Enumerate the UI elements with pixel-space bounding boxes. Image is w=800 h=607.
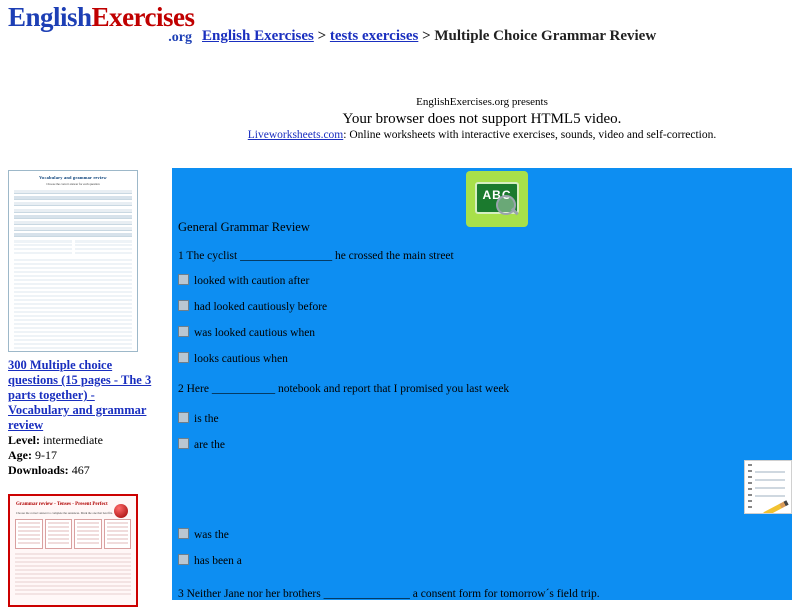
worksheet-thumb-title-2: Grammar review - Tenses - Present Perfect <box>16 502 108 507</box>
checkbox-icon[interactable] <box>178 274 189 285</box>
html5-unsupported-message: Your browser does not support HTML5 video. <box>342 111 622 127</box>
magnifier-icon <box>496 195 516 215</box>
worksheet-meta-level-1 <box>8 433 158 448</box>
worksheet-meta-age-1 <box>8 448 158 463</box>
breadcrumb-current-page: Multiple Choice Grammar Review <box>434 28 657 44</box>
spiral-binding-icon <box>748 464 752 510</box>
question-1-text: 1 The cyclist ________________ he crossed the main street <box>178 250 454 262</box>
worksheet-thumbnail-1[interactable] <box>8 170 138 352</box>
option-label: are the <box>194 439 225 451</box>
breadcrumb-link-tests[interactable]: tests exercises <box>329 28 419 44</box>
worksheet-thumb-subtitle-2: Choose the correct answer to complete the sentences. Mark the one that best fits. <box>16 511 113 515</box>
question-3-text: 3 Neither Jane nor her brothers _______________ a consent form for tomorrow´s field trip. <box>178 588 600 600</box>
option-label: is the <box>194 413 219 425</box>
worksheet-meta-downloads-1 <box>8 463 158 478</box>
worksheet-thumb-grid-2 <box>15 519 131 549</box>
presents-text: EnglishExercises.org presents <box>416 96 548 108</box>
pencil-icon <box>763 500 788 514</box>
abc-magnifier-icon <box>466 171 528 227</box>
question-2-option-1[interactable] <box>178 412 219 425</box>
checkbox-icon[interactable] <box>178 412 189 423</box>
page-header <box>0 0 800 60</box>
question-1-option-2[interactable] <box>178 300 327 313</box>
age-value: 9-17 <box>35 448 57 462</box>
notebook-image <box>744 460 792 514</box>
worksheet-thumb-lines-2 <box>15 553 131 595</box>
worksheet-thumb-rows-1 <box>14 190 132 237</box>
logo-text-org: .org <box>168 30 192 45</box>
worksheet-thumb-columns-1 <box>14 240 132 256</box>
question-1-option-1[interactable] <box>178 274 309 287</box>
option-label: was the <box>194 529 229 541</box>
breadcrumb-separator-2: > <box>422 28 431 44</box>
question-2-option-4[interactable] <box>178 554 242 567</box>
site-logo[interactable] <box>8 2 198 44</box>
checkbox-icon[interactable] <box>178 554 189 565</box>
option-label: looked with caution after <box>194 275 310 287</box>
question-2-option-3[interactable] <box>178 528 229 541</box>
worksheet-title-link-1[interactable]: 300 Multiple choice questions (15 pages - The 3 parts together) - Vocabulary and grammar review <box>8 358 152 432</box>
age-label: Age: <box>8 448 32 462</box>
liveworksheets-note-text: : Online worksheets with interactive exercises, sounds, video and self-correction. <box>343 129 717 141</box>
logo-text-english: English <box>8 2 92 32</box>
question-2-option-2[interactable] <box>178 438 225 451</box>
checkbox-icon[interactable] <box>178 300 189 311</box>
option-label: looks cautious when <box>194 353 288 365</box>
abc-board-icon: ABC <box>475 182 519 214</box>
worksheet-thumb-subtitle-1: Choose the correct answer for each question <box>46 182 100 186</box>
exercise-title: General Grammar Review <box>178 220 310 234</box>
question-1-option-4[interactable] <box>178 352 288 365</box>
worksheet-thumb-title-1: Vocabulary and grammar review <box>39 175 107 180</box>
option-label: has been a <box>194 555 242 567</box>
question-2-text: 2 Here ___________ notebook and report that I promised you last week <box>178 383 510 395</box>
checkbox-icon[interactable] <box>178 352 189 363</box>
question-1-option-3[interactable] <box>178 326 315 339</box>
decorative-badge-icon <box>114 504 128 518</box>
sidebar-related-worksheets <box>8 170 158 607</box>
worksheet-thumbnail-2[interactable] <box>8 494 138 607</box>
breadcrumb <box>202 28 656 45</box>
breadcrumb-link-home[interactable]: English Exercises <box>202 28 314 44</box>
option-label: had looked cautiously before <box>194 301 328 313</box>
exercise-canvas[interactable] <box>172 168 792 600</box>
video-info-block <box>172 95 792 143</box>
worksheet-thumb-lines-1 <box>14 259 132 352</box>
downloads-value: 467 <box>71 463 90 477</box>
option-label: was looked cautious when <box>194 327 316 339</box>
checkbox-icon[interactable] <box>178 438 189 449</box>
logo-text-exercises: Exercises <box>91 2 195 32</box>
breadcrumb-separator-1: > <box>317 28 327 44</box>
liveworksheets-note <box>172 128 792 143</box>
downloads-label: Downloads: <box>8 463 69 477</box>
checkbox-icon[interactable] <box>178 528 189 539</box>
checkbox-icon[interactable] <box>178 326 189 337</box>
level-label: Level: <box>8 433 40 447</box>
liveworksheets-link[interactable]: Liveworksheets.com <box>247 129 344 141</box>
level-value: intermediate <box>43 433 103 447</box>
